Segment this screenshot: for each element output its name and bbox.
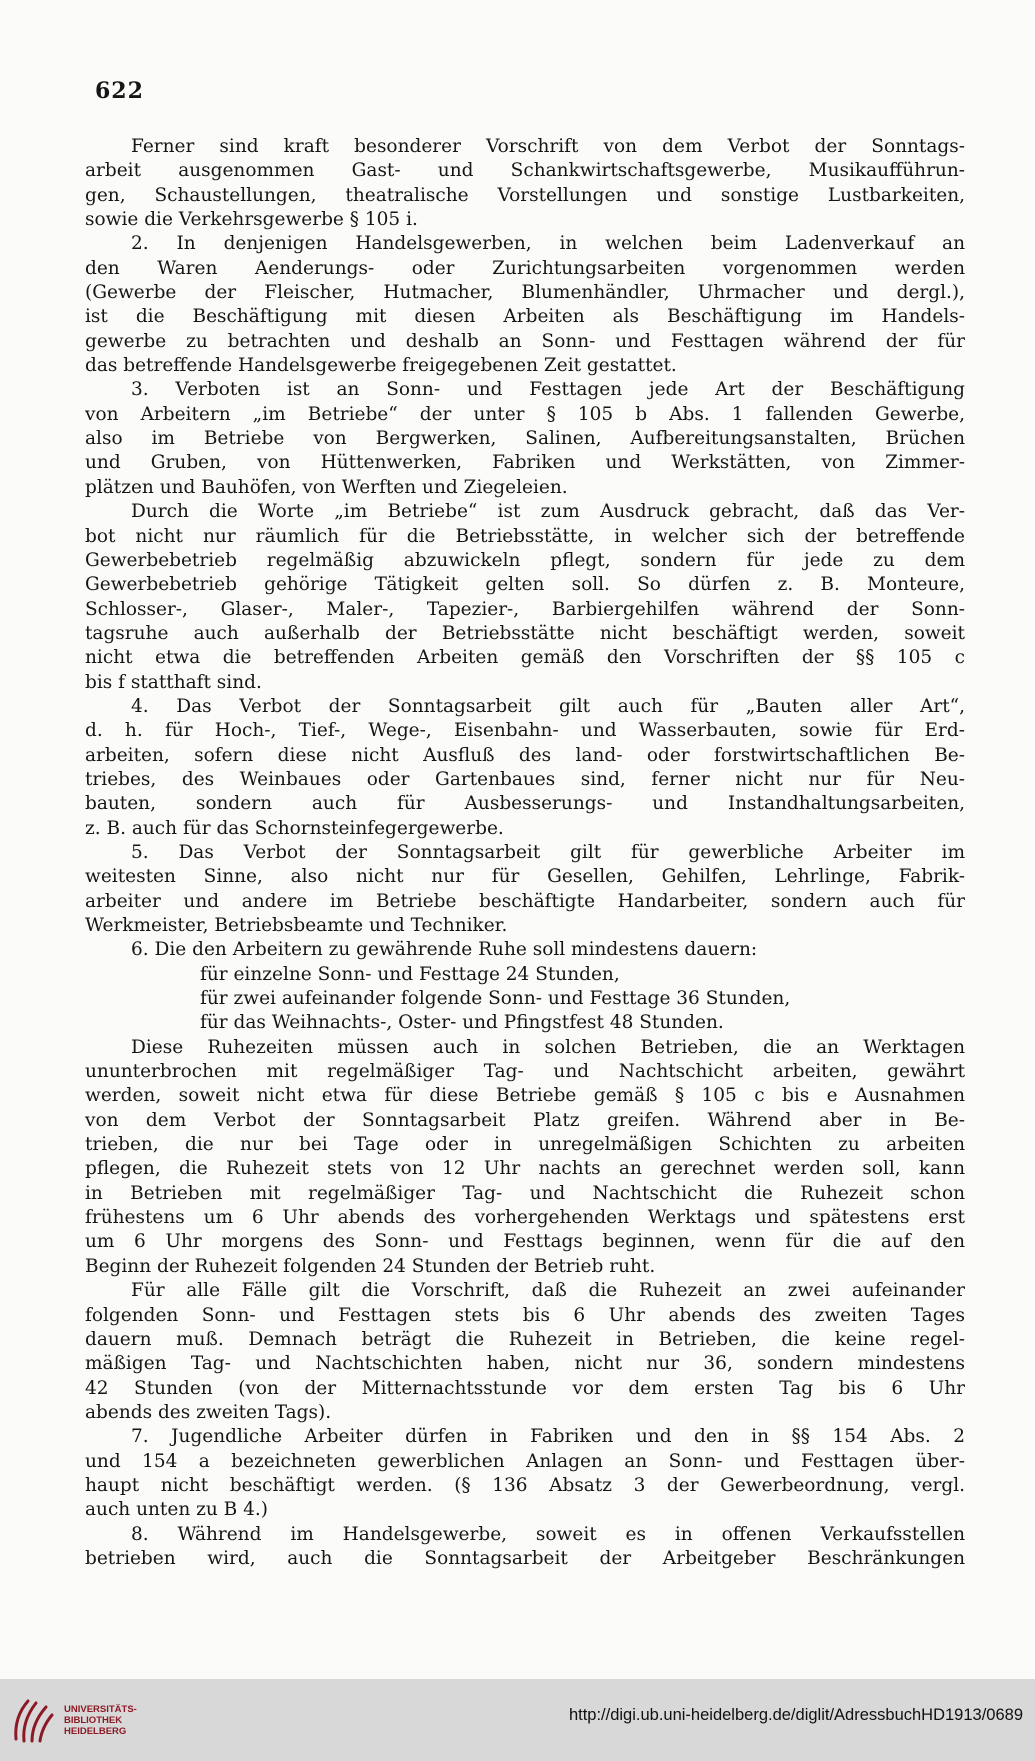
- text-line: arbeit ausgenommen Gast- und Schankwirtschaftsgewerbe, Musikaufführun-: [85, 160, 965, 182]
- text-line: bauten, sondern auch für Ausbesserungs- und Instandhaltungsarbeiten,: [85, 793, 965, 815]
- library-name-line: UNIVERSITÄTS-: [64, 1703, 137, 1715]
- text-line: folgenden Sonn- und Festtagen stets bis 6 Uhr abends des zweiten Tages: [85, 1304, 965, 1326]
- text-line: frühestens um 6 Uhr abends des vorhergehenden Werktags und spätestens erst: [85, 1207, 965, 1229]
- text-line: von Arbeitern „im Betriebe“ der unter § 105 b Abs. 1 fallenden Gewerbe,: [85, 403, 965, 425]
- text-line: abends des zweiten Tags).: [85, 1401, 332, 1423]
- text-line: Ferner sind kraft besonderer Vorschrift von dem Verbot der Sonntags-: [131, 136, 965, 157]
- text-line: und 154 a bezeichneten gewerblichen Anlagen an Sonn- und Festtagen über-: [85, 1450, 965, 1472]
- text-line: d. h. für Hoch-, Tief-, Wege-, Eisenbahn- und Wasserbauten, sowie für Erd-: [85, 720, 965, 742]
- text-line: 3. Verboten ist an Sonn- und Festtagen jede Art der Beschäftigung: [131, 379, 965, 401]
- text-line: 4. Das Verbot der Sonntagsarbeit gilt auch für „Bauten aller Art“,: [131, 695, 965, 717]
- library-seal-icon: [10, 1695, 56, 1745]
- library-name-line: HEIDELBERG: [64, 1725, 127, 1737]
- text-line: weitesten Sinne, also nicht nur für Gesellen, Gehilfen, Lehrlinge, Fabrik-: [85, 866, 965, 888]
- text-line: Beginn der Ruhezeit folgenden 24 Stunden der Betrieb ruht.: [85, 1255, 656, 1277]
- text-line: gen, Schaustellungen, theatralische Vorstellungen und sonstige Lustbarkeiten,: [85, 184, 965, 206]
- text-line: und Gruben, von Hüttenwerken, Fabriken und Werkstätten, von Zimmer-: [85, 452, 965, 474]
- text-line: triebes, des Weinbaues oder Gartenbaues sind, ferner nicht nur für Neu-: [85, 768, 965, 790]
- text-line: bis f statthaft sind.: [85, 671, 262, 693]
- university-library-logo[interactable]: [10, 1695, 137, 1745]
- text-line: arbeiter und andere im Betriebe beschäftigte Handarbeiter, sondern auch für: [85, 890, 965, 912]
- text-line: das betreffende Handelsgewerbe freigegebenen Zeit gestattet.: [85, 355, 677, 377]
- text-line: auch unten zu B 4.): [85, 1499, 268, 1521]
- text-line: ununterbrochen mit regelmäßiger Tag- und Nachtschicht arbeiten, gewährt: [85, 1061, 965, 1083]
- text-line: den Waren Aenderungs- oder Zurichtungsarbeiten vorgenommen werden: [85, 257, 965, 279]
- viewer-footer: [0, 1679, 1035, 1761]
- library-name-line: BIBLIOTHEK: [64, 1714, 123, 1726]
- text-line: gewerbe zu betrachten und deshalb an Sonn- und Festtagen während der für: [85, 330, 965, 352]
- text-line: also im Betriebe von Bergwerken, Salinen, Aufbereitungsanstalten, Brüchen: [85, 428, 965, 450]
- text-line: 7. Jugendliche Arbeiter dürfen in Fabriken und den in §§ 154 Abs. 2: [131, 1426, 965, 1448]
- text-line: werden, soweit nicht etwa für diese Betriebe gemäß § 105 c bis e Ausnahmen: [85, 1085, 965, 1107]
- page-number: 622: [95, 78, 144, 104]
- permalink-url[interactable]: http://digi.ub.uni-heidelberg.de/diglit/AdressbuchHD1913/0689: [568, 1706, 1023, 1724]
- text-line: von dem Verbot der Sonntagsarbeit Platz greifen. Während aber in Be-: [85, 1109, 965, 1131]
- library-name: [64, 1704, 137, 1737]
- text-line: z. B. auch für das Schornsteinfegergewerbe.: [85, 817, 504, 839]
- text-line: Für alle Fälle gilt die Vorschrift, daß die Ruhezeit an zwei aufeinander: [131, 1280, 965, 1302]
- list-item: für zwei aufeinander folgende Sonn- und Festtage 36 Stunden,: [200, 988, 791, 1010]
- text-line: Gewerbebetrieb regelmäßig abzuwickeln pflegt, sondern für jede zu dem: [85, 549, 965, 571]
- text-line: pflegen, die Ruhezeit stets von 12 Uhr nachts an gerechnet werden soll, kann: [85, 1158, 965, 1180]
- text-line: dauern muß. Demnach beträgt die Ruhezeit in Betrieben, die keine regel-: [85, 1328, 965, 1350]
- text-line: sowie die Verkehrsgewerbe § 105 i.: [85, 209, 418, 231]
- text-line: ist die Beschäftigung mit diesen Arbeiten als Beschäftigung im Handels-: [85, 306, 965, 328]
- text-line: in Betrieben mit regelmäßiger Tag- und Nachtschicht die Ruhezeit schon: [85, 1182, 965, 1204]
- text-line: trieben, die nur bei Tage oder in unregelmäßigen Schichten zu arbeiten: [85, 1134, 965, 1156]
- text-line: Werkmeister, Betriebsbeamte und Techniker.: [85, 915, 508, 936]
- text-line: tagsruhe auch außerhalb der Betriebsstätte nicht beschäftigt werden, soweit: [85, 622, 965, 644]
- text-line: (Gewerbe der Fleischer, Hutmacher, Blumenhändler, Uhrmacher und dergl.),: [85, 282, 965, 304]
- text-line: bot nicht nur räumlich für die Betriebsstätte, in welcher sich der betreffende: [85, 525, 965, 547]
- text-line: Schlosser-, Glaser-, Maler-, Tapezier-, Barbiergehilfen während der Sonn-: [85, 598, 965, 620]
- list-item: für das Weihnachts-, Oster- und Pfingstfest 48 Stunden.: [200, 1012, 724, 1034]
- text-line: Diese Ruhezeiten müssen auch in solchen Betrieben, die an Werktagen: [131, 1036, 965, 1058]
- text-line: um 6 Uhr morgens des Sonn- und Festtags beginnen, wenn für die auf den: [85, 1231, 965, 1253]
- list-item: für einzelne Sonn- und Festtage 24 Stunden,: [200, 963, 620, 985]
- text-line: Gewerbebetrieb gehörige Tätigkeit gelten soll. So dürfen z. B. Monteure,: [85, 574, 965, 596]
- text-line: arbeiten, sofern diese nicht Ausfluß des land- oder forstwirtschaftlichen Be-: [85, 744, 965, 766]
- text-line: haupt nicht beschäftigt werden. (§ 136 Absatz 3 der Gewerbeordnung, vergl.: [85, 1474, 965, 1496]
- text-line: 5. Das Verbot der Sonntagsarbeit gilt für gewerbliche Arbeiter im: [131, 841, 965, 863]
- text-line: Durch die Worte „im Betriebe“ ist zum Ausdruck gebracht, daß das Ver-: [131, 501, 965, 523]
- text-line: 8. Während im Handelsgewerbe, soweit es in offenen Verkaufsstellen: [131, 1523, 965, 1545]
- text-line: 42 Stunden (von der Mitternachtsstunde vor dem ersten Tag bis 6 Uhr: [85, 1377, 965, 1399]
- text-line: plätzen und Bauhöfen, von Werften und Ziegeleien.: [85, 476, 568, 498]
- text-body: [85, 135, 965, 1571]
- text-line: betrieben wird, auch die Sonntagsarbeit der Arbeitgeber Beschränkungen: [85, 1547, 965, 1569]
- text-line: nicht etwa die betreffenden Arbeiten gemäß den Vorschriften der §§ 105 c: [85, 647, 965, 669]
- text-line: 2. In denjenigen Handelsgewerben, in welchen beim Ladenverkauf an: [131, 233, 965, 255]
- text-line: mäßigen Tag- und Nachtschichten haben, nicht nur 36, sondern mindestens: [85, 1353, 965, 1375]
- text-line: 6. Die den Arbeitern zu gewährende Ruhe soll mindestens dauern:: [131, 939, 758, 961]
